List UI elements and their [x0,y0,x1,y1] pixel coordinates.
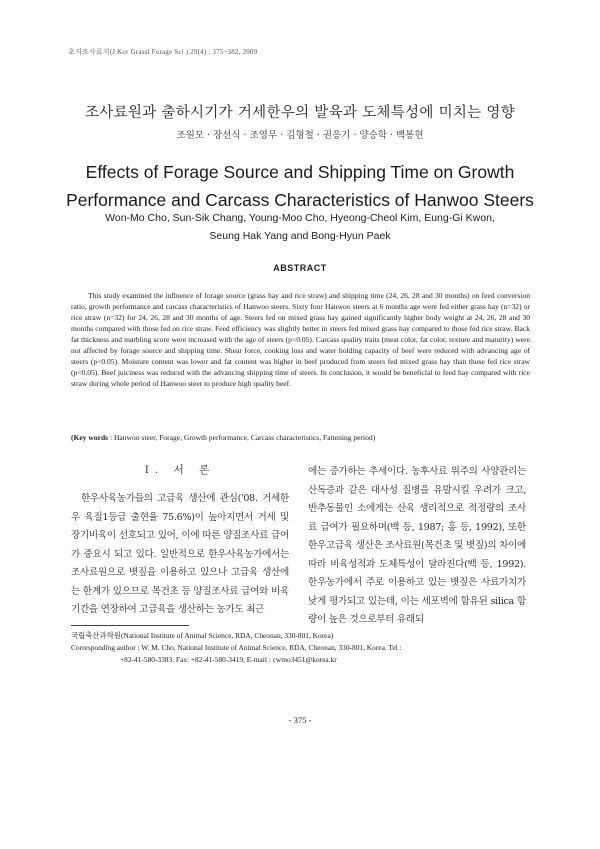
english-authors-line-2: Seung Hak Yang and Bong-Hyun Paek [209,230,391,242]
keywords [71,432,530,443]
right-column [308,463,526,630]
english-title [40,158,560,214]
footnote-corresponding-author: Corresponding author : W. M. Cho, National Institute of Animal Science, RDA, Cheonan, 330-801, Korea. Tel : [71,643,402,652]
keywords-text: : Hanwoo steer, Forage, Growth performance, Carcass characteristics, Fattening period) [108,433,376,442]
english-title-line-2: Performance and Carcass Characteristics of Hanwoo Steers [66,190,534,210]
left-column [71,460,289,620]
footnote-divider [71,625,189,626]
abstract-body: This study examined the influence of forage source (grass hay and rice straw) and shipping time (24, 26, 28 and 30 months) on feed conversion ratio, growth performance and carcass characteristics of Hanwoo steers. Sixty four Hanwoo steers at 6 months age were fed either grass hay (n=32) or rice straw (n=32) for 24, 26, 28 and 30 months of age. Steers fed on mixed grass hay gained significantly higher body weight at 24, 26, 28 and 30 months compared with those fed on rice straw. Feed efficiency was slightly better in steers fed mixed grass hay compared to those fed rice straw. Back fat thickness and marbling score were increased with the age of steers (p<0.05). Carcass quality traits (meat color, fat color, texture and maturity) were not affected by forage source and shipping time. Shear force, cooking loss and water holding capacity of beef were reduced with advancing age of steers (p<0.05). Moisture content was lower and fat content was higher in beef produced from steers fed mixed grass hay than those fed rice straw (p<0.05). Beef juiciness was reduced with the advancing shipping time of steers. In conclusion, it would be beneficial to feed hay compared with rice straw during whole period of Hanwoo steer to produce high quality beef. [71,291,530,389]
section-title-introduction: Ⅰ. 서 론 [144,464,216,476]
abstract-heading: ABSTRACT [273,263,327,273]
english-title-line-1: Effects of Forage Source and Shipping Time on Growth [85,162,515,182]
keywords-label: (Key words [71,433,109,442]
right-column-text: 에는 증가하는 추세이다. 농후사료 위주의 사양관리는 산독증과 같은 대사성 질병을 유발시킬 우려가 크고, 반추동물인 소에게는 산육 생리적으로 적정량의 조사료 급여가 필요하며(백 등, 1987; 홍 등, 1992), 또한 한우고급육 생산은 조사료원(목건초 및 볏짚)의 차이에 따라 비육성적과 도체특성이 달라진다(백 등, 1992). 한우농가에서 주로 이용하고 있는 볏짚은 사료가치가 낮게 평가되고 있는데, 이는 세포벽에 함유된 silica 함량이 높은 것으로부터 유래되 [308,466,526,625]
journal-reference: 초지조사료지(J Kor Grassl Forage Sci ) 29(4) : 375~382, 2009 [68,48,258,56]
page-number: - 375 - [288,715,312,725]
left-column-text: 한우사육농가들의 고급육 생산에 관심('08. 거세한우 육질1등급 출현율 75.6%)이 높아지면서 거세 및 장기비육이 선호되고 있어, 이에 따른 양질조사료 급여가 중요시 되고 있다. 일반적으로 한우사육농가에서는 조사료원으로 볏짚을 이용하고 있으나 고급육 생산에는 한계가 있으므로 목건초 등 양질조사료 급여와 비육기간을 연장하여 고급육을 생산하는 농가도 최근 [71,493,289,615]
english-authors [40,209,560,245]
korean-authors: 조원모 · 장선식 · 조영무 · 김형철 · 권응기 · 양승학 · 백봉현 [176,130,424,141]
footnote-affiliation: 국립축산과학원(National Institute of Animal Science, RDA, Cheonan, 330-801, Korea) [71,631,334,640]
korean-title: 조사료원과 출하시기가 거세한우의 발육과 도체특성에 미치는 영향 [84,105,516,121]
english-authors-line-1: Won-Mo Cho, Sun-Sik Chang, Young-Moo Cho, Hyeong-Cheol Kim, Eung-Gi Kwon, [105,212,495,224]
footnote-contact: +82-41-580-3383. Fax: +82-41-580-3419, E-mail : cwmo3451@korea.kr [120,655,337,664]
